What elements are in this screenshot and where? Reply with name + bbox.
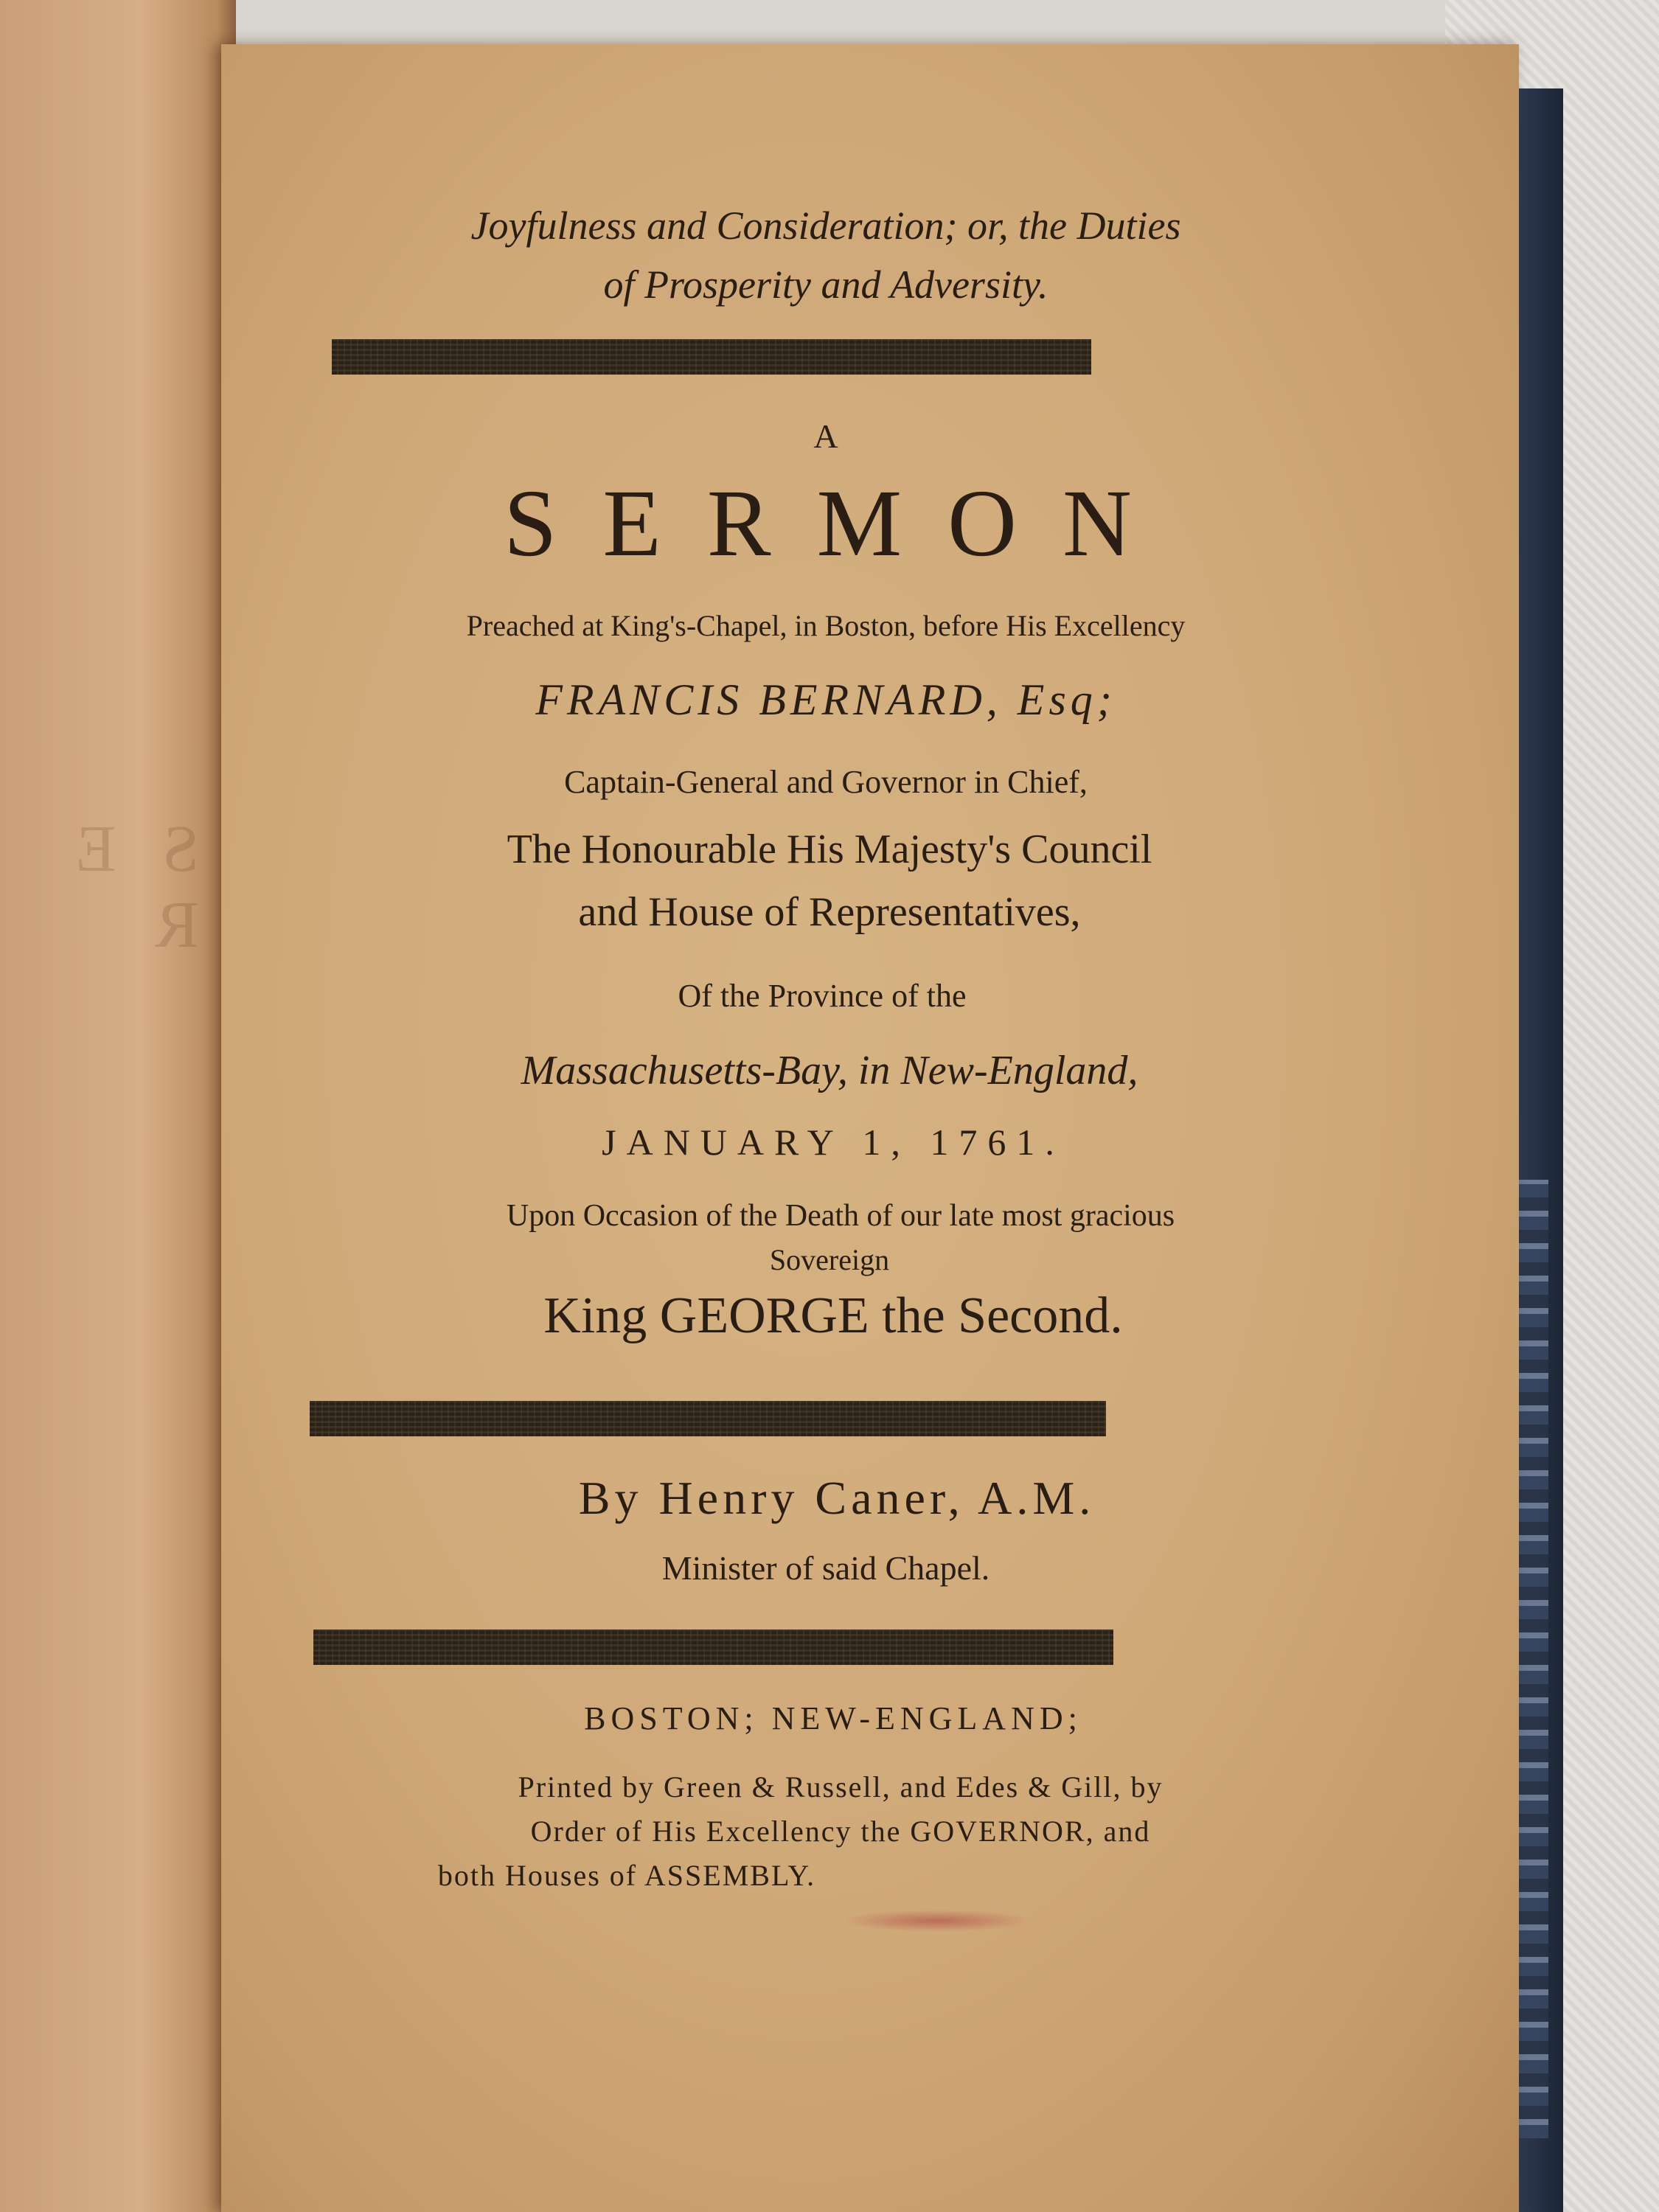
location-line: Massachusetts-Bay, in New-England,: [521, 1048, 1138, 1093]
sovereign-line: Sovereign: [769, 1243, 890, 1276]
date-line: JANUARY 1, 1761.: [602, 1121, 1065, 1163]
governor-title: Captain-General and Governor in Chief,: [564, 764, 1088, 800]
decorative-rule-bottom: [313, 1630, 1113, 1665]
printer-line-1: Printed by Green & Russell, and Edes & Gill, by: [518, 1770, 1164, 1804]
decorative-rule-top: [332, 339, 1091, 375]
preached-line: Preached at King's-Chapel, in Boston, before His Excellency: [466, 609, 1186, 642]
running-title-line-2: of Prosperity and Adversity.: [603, 262, 1048, 307]
author-line: By Henry Caner, A.M.: [578, 1472, 1096, 1524]
governor-name: FRANCIS BERNARD, Esq;: [535, 675, 1116, 724]
title-page: [221, 44, 1519, 2212]
decorative-rule-middle: [310, 1401, 1106, 1436]
council-line: The Honourable His Majesty's Council: [507, 827, 1152, 872]
article-a: A: [813, 417, 838, 455]
red-ink-stain: [841, 1910, 1032, 1932]
occasion-line: Upon Occasion of the Death of our late most gracious: [506, 1199, 1175, 1233]
main-title: SERMON: [504, 470, 1178, 577]
running-title-line-1: Joyfulness and Consideration; or, the Duties: [470, 204, 1181, 248]
left-page-showthrough: S E R: [60, 813, 199, 961]
printer-line-2: Order of His Excellency the GOVERNOR, and: [530, 1815, 1151, 1848]
house-line: and House of Representatives,: [578, 889, 1081, 935]
province-line: Of the Province of the: [678, 978, 967, 1014]
author-role: Minister of said Chapel.: [661, 1549, 990, 1587]
printer-line-3: both Houses of ASSEMBLY.: [437, 1859, 816, 1892]
imprint-place: BOSTON; NEW-ENGLAND;: [584, 1700, 1082, 1736]
king-line: King GEORGE the Second.: [543, 1287, 1123, 1344]
marbled-endpaper: [1519, 1180, 1548, 2138]
